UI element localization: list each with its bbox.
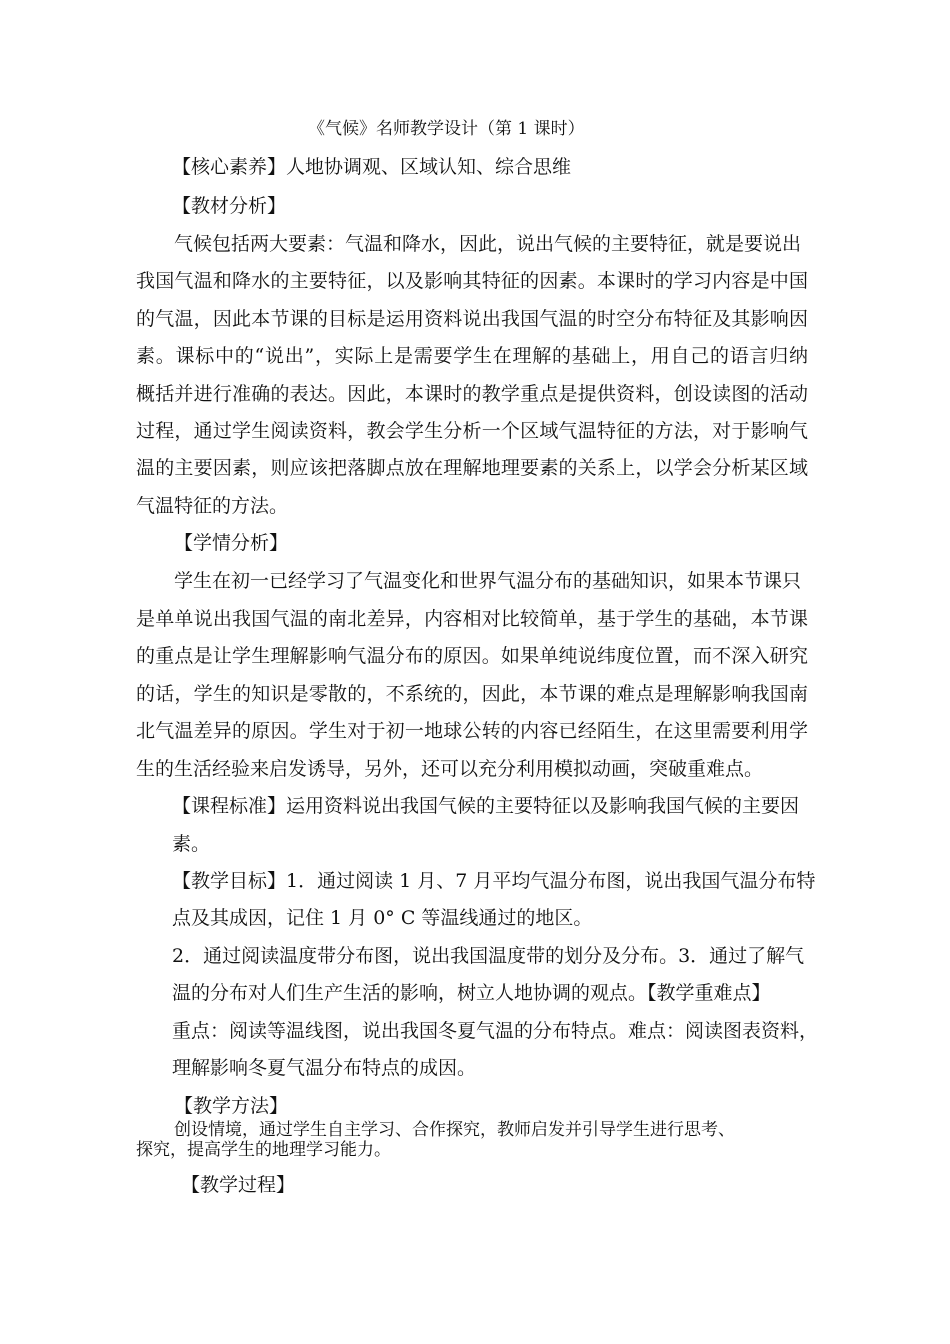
textbook-analysis-line: 素。课标中的“说出”，实际上是需要学生在理解的基础上，用自己的语言归纳 <box>136 345 808 367</box>
textbook-analysis-line: 过程，通过学生阅读资料，教会学生分析一个区域气温特征的方法，对于影响气 <box>136 420 808 442</box>
textbook-analysis-line: 温的主要因素，则应该把落脚点放在理解地理要素的关系上，以学会分析某区域 <box>136 457 808 479</box>
teaching-goals-line: 点及其成因，记住 1 月 0° C 等温线通过的地区。 <box>172 907 593 929</box>
core-literacy-line: 【核心素养】人地协调观、区域认知、综合思维 <box>172 156 572 178</box>
learner-analysis-line: 生的生活经验来启发诱导，另外，还可以充分利用模拟动画，突破重难点。 <box>136 758 764 780</box>
teaching-goals-line: 重点：阅读等温线图，说出我国冬夏气温的分布特点。难点：阅读图表资料， <box>172 1020 819 1042</box>
textbook-analysis-line: 的气温，因此本节课的目标是运用资料说出我国气温的时空分布特征及其影响因 <box>136 308 808 330</box>
textbook-analysis-line: 我国气温和降水的主要特征，以及影响其特征的因素。本课时的学习内容是中国 <box>136 270 808 292</box>
learner-analysis-line: 是单单说出我国气温的南北差异，内容相对比较简单，基于学生的基础，本节课 <box>136 608 808 630</box>
teaching-goals-line: 温的分布对人们生产生活的影响，树立人地协调的观点。【教学重难点】 <box>172 982 771 1004</box>
teaching-method-line: 创设情境，通过学生自主学习、合作探究，教师启发并引导学生进行思考、 <box>174 1120 735 1140</box>
teaching-goals-line: 2．通过阅读温度带分布图，说出我国温度带的划分及分布。3．通过了解气 <box>172 945 805 967</box>
textbook-analysis-line: 概括并进行准确的表达。因此，本课时的教学重点是提供资料，创设读图的活动 <box>136 383 808 405</box>
textbook-analysis-line: 气候包括两大要素：气温和降水，因此，说出气候的主要特征，就是要说出 <box>174 233 802 255</box>
learner-analysis-line: 学生在初一已经学习了气温变化和世界气温分布的基础知识，如果本节课只 <box>174 570 802 592</box>
curriculum-standard-line: 素。 <box>172 833 211 855</box>
textbook-analysis-heading: 【教材分析】 <box>172 195 287 217</box>
document-title: 《气候》名师教学设计（第 1 课时） <box>308 119 585 139</box>
teaching-goals-line: 理解影响冬夏气温分布特点的成因。 <box>172 1057 477 1079</box>
teaching-method-line: 探究，提高学生的地理学习能力。 <box>136 1140 391 1160</box>
learner-analysis-line: 北气温差异的原因。学生对于初一地球公转的内容已经陌生，在这里需要利用学 <box>136 720 808 742</box>
curriculum-standard-line: 【课程标准】运用资料说出我国气候的主要特征以及影响我国气候的主要因 <box>172 795 800 817</box>
teaching-goals-line: 【教学目标】1．通过阅读 1 月、7 月平均气温分布图，说出我国气温分布特 <box>172 870 816 892</box>
learner-analysis-line: 的话，学生的知识是零散的，不系统的，因此，本节课的难点是理解影响我国南 <box>136 683 808 705</box>
learner-analysis-line: 的重点是让学生理解影响气温分布的原因。如果单纯说纬度位置，而不深入研究 <box>136 645 808 667</box>
textbook-analysis-line: 气温特征的方法。 <box>136 495 289 517</box>
learner-analysis-heading: 【学情分析】 <box>174 532 289 554</box>
teaching-process-heading: 【教学过程】 <box>181 1174 296 1196</box>
teaching-method-heading: 【教学方法】 <box>174 1095 289 1117</box>
